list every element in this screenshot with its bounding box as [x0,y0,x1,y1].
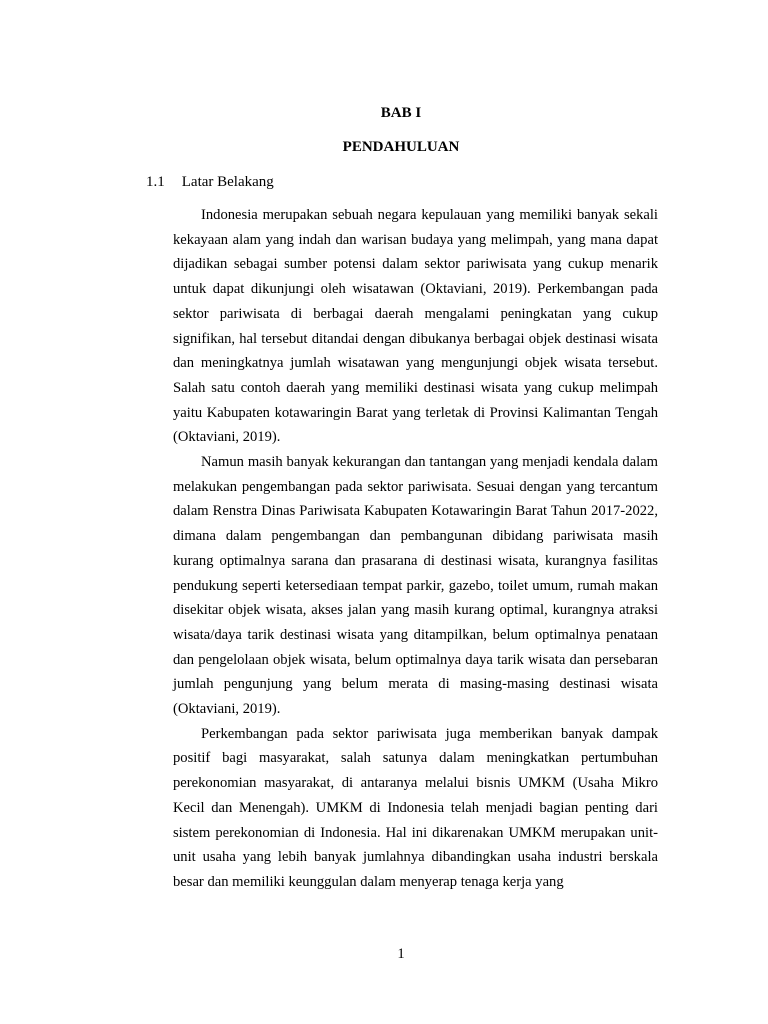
page-number: 1 [397,946,405,962]
section-heading [146,174,274,191]
section-number: 1.1 [146,174,165,190]
paragraph: Perkembangan pada sektor pariwisata juga memberikan banyak dampak positif bagi masyarakat, salah satunya dalam meningkatkan pertumbuhan perekonomian masyarakat, di antaranya melalui bisnis UMKM (Usaha Mikro Kecil dan Menengah). UMKM di Indonesia telah menjadi bagian penting dari sistem perekonomian di Indonesia. Hal ini dikarenakan UMKM merupakan unit-unit usaha yang lebih banyak jumlahnya dibandingkan usaha industri berskala besar dan memiliki keunggulan dalam menyerap tenaga kerja yang [173,725,658,890]
paragraph: Namun masih banyak kekurangan dan tantangan yang menjadi kendala dalam melakukan pengembangan pada sektor pariwisata. Sesuai dengan yang tercantum dalam Renstra Dinas Pariwisata Kabupaten Kotawaringin Barat Tahun 2017-2022, dimana dalam pengembangan dan pembangunan dibidang pariwisata masih kurang optimalnya sarana dan prasarana di destinasi wisata, kurangnya fasilitas pendukung seperti ketersediaan tempat parkir, gazebo, toilet umum, rumah makan disekitar objek wisata, akses jalan yang masih kurang optimal, kurangnya atraksi wisata/daya tarik destinasi wisata yang ditampilkan, belum optimalnya penataan dan pengelolaan objek wisata, belum optimalnya daya tarik wisata dan persebaran jumlah pengunjung yang belum merata di masing-masing destinasi wisata (Oktaviani, 2019). [173,454,658,718]
paragraph: Indonesia merupakan sebuah negara kepulauan yang memiliki banyak sekali kekayaan alam yang indah dan warisan budaya yang melimpah, yang mana dapat dijadikan sebagai sumber potensi dalam sektor pariwisata yang cukup menarik untuk dapat dikunjungi oleh wisatawan (Oktaviani, 2019). Perkembangan pada sektor pariwisata di berbagai daerah mengalami peningkatan yang cukup signifikan, hal tersebut ditandai dengan dibukanya berbagai objek destinasi wisata dan meningkatnya jumlah wisatawan yang mengunjungi objek wisata tersebut. Salah satu contoh daerah yang memiliki destinasi wisata yang cukup melimpah yaitu Kabupaten kotawaringin Barat yang terletak di Provinsi Kalimantan Tengah (Oktaviani, 2019). [173,207,658,446]
section-title: Latar Belakang [181,174,274,190]
chapter-title: PENDAHULUAN [342,139,460,155]
chapter-heading: BAB I [380,105,422,121]
body-text [173,203,658,895]
